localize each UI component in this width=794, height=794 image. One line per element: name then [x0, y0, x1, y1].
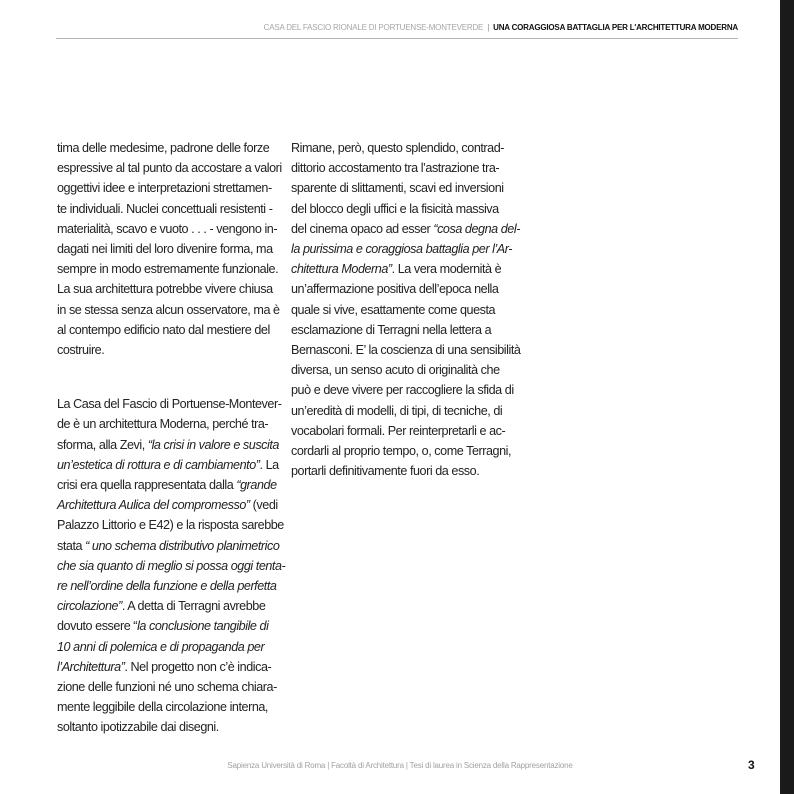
text-line [57, 616, 272, 636]
text-run: dittorio accostamento tra l’astrazione tra- [291, 161, 500, 176]
text-run: costruire. [57, 343, 105, 358]
text-run: zione delle funzioni né uno schema chiara- [57, 680, 277, 695]
text-line [57, 536, 280, 556]
italic-quote-run: “grande [236, 478, 277, 493]
text-run: . A detta di Terragni avrebbe [121, 599, 266, 614]
text-line [57, 279, 272, 299]
text-line [57, 435, 279, 455]
text-line [57, 414, 272, 434]
text-line [291, 300, 506, 320]
text-line [57, 455, 279, 475]
text-line [291, 199, 506, 219]
text-line [57, 239, 272, 259]
text-run: La Casa del Fascio di Portuense-Montever- [57, 397, 282, 412]
text-line [291, 320, 506, 340]
italic-quote-run: l’Architettura” [57, 659, 125, 674]
text-line [57, 320, 272, 340]
paragraph [291, 138, 521, 481]
text-run: materialità, scavo e vuoto . . . - vengono in- [57, 221, 278, 236]
text-run: cordarli al proprio tempo, o, come Terragni, [291, 444, 512, 459]
text-line [57, 259, 279, 279]
text-line [291, 279, 506, 299]
text-run: in se stessa senza alcun osservatore, ma è [57, 302, 280, 317]
text-line [291, 219, 520, 239]
italic-quote-run: re nell’ordine della funzione e della perfetta [57, 579, 277, 594]
text-line [57, 515, 284, 535]
text-run: te individuali. Nuclei concettuali resistenti - [57, 201, 273, 216]
text-line [291, 441, 512, 461]
italic-quote-run: che sia quanto di meglio si possa oggi tenta- [57, 558, 286, 573]
text-run: può e deve vivere per raccogliere la sfida di [291, 383, 514, 398]
text-run: portarli definitivamente fuori da esso. [291, 464, 480, 479]
italic-quote-run: chitettura Moderna” [291, 262, 392, 277]
text-run: La sua architettura potrebbe vivere chiusa [57, 282, 273, 297]
text-run: dovuto essere “ [57, 619, 138, 634]
italic-quote-run: circolazione” [57, 599, 122, 614]
text-run: . La [259, 457, 279, 472]
page-edge-bar [780, 0, 794, 794]
text-line [57, 657, 272, 677]
header-title: UNA CORAGGIOSA BATTAGLIA PER L'ARCHITETTURA MODERNA [493, 23, 738, 32]
text-run: de è un architettura Moderna, perché tra- [57, 417, 269, 432]
italic-quote-run: “cosa degna del- [433, 221, 520, 236]
text-line [57, 637, 272, 657]
text-run: espressive al tal punto da accostare a valori [57, 161, 282, 176]
text-line [291, 380, 514, 400]
text-line [57, 717, 272, 737]
text-run: del blocco degli uffici e la fisicità massiva [291, 201, 499, 216]
text-run: Bernasconi. E’ la coscienza di una sensibilità [291, 343, 521, 358]
text-line [291, 178, 506, 198]
text-line [57, 138, 272, 158]
text-line [291, 461, 506, 481]
text-run: Rimane, però, questo splendido, contrad- [291, 141, 505, 155]
text-column-right [291, 138, 521, 481]
text-line [57, 340, 272, 360]
text-line [57, 199, 272, 219]
text-run: esclamazione di Terragni nella lettera a [291, 322, 492, 337]
text-line [57, 556, 286, 576]
text-line [57, 219, 278, 239]
text-run: quale si vive, esattamente come questa [291, 302, 496, 317]
italic-quote-run: la purissima e coraggiosa battaglia per l’Ar- [291, 242, 513, 257]
text-run: dagati nei limiti del loro divenire forma, ma [57, 242, 273, 257]
text-run: . Nel progetto non c’è indica- [124, 659, 272, 674]
paragraph-gap [57, 360, 272, 394]
text-run: Palazzo Littorio e E42) e la risposta sarebbe [57, 518, 284, 533]
text-line [57, 495, 278, 515]
italic-quote-run: 10 anni di polemica e di propaganda per [57, 639, 265, 654]
text-line [291, 158, 506, 178]
text-run: un’affermazione positiva dell’epoca nella [291, 282, 499, 297]
italic-quote-run: “ uno schema distributivo planimetrico [85, 538, 280, 553]
text-run: un’eredità di modelli, di tipi, di tecniche, di [291, 403, 503, 418]
text-line [291, 239, 513, 259]
header-separator: | [487, 23, 490, 32]
paragraph [57, 394, 286, 737]
text-line [57, 677, 277, 697]
text-run: sforma, alla Zevi, [57, 437, 148, 452]
italic-quote-run: la conclusione tangibile di [137, 619, 269, 634]
page-footer: Sapienza Università di Roma | Facoltà di Architettura | Tesi di laurea in Scienza della Rappresentazione [227, 761, 573, 770]
text-line [57, 394, 282, 414]
text-line [291, 340, 521, 360]
text-line [57, 158, 282, 178]
text-line [291, 360, 506, 380]
paragraph [57, 138, 282, 360]
page-number: 3 [748, 758, 755, 772]
text-run: soltanto ipotizzabile dai disegni. [57, 720, 219, 735]
text-run: oggettivi idee e interpretazioni strettamen- [57, 181, 272, 196]
text-line [291, 421, 506, 441]
text-run: tima delle medesime, padrone delle forze [57, 141, 270, 155]
text-run: sempre in modo estremamente funzionale. [57, 262, 279, 277]
text-run: crisi era quella rappresentata dalla [57, 478, 237, 493]
italic-quote-run: un’estetica di rottura e di cambiamento” [57, 457, 260, 472]
text-line [291, 259, 506, 279]
text-run: mente leggibile della circolazione interna, [57, 700, 268, 715]
text-run: (vedi [249, 498, 278, 513]
running-header [56, 22, 738, 39]
text-run: al contempo edificio nato dal mestiere del [57, 322, 270, 337]
text-run: sparente di slittamenti, scavi ed inversioni [291, 181, 504, 196]
text-run: stata [57, 538, 86, 553]
text-line [57, 596, 272, 616]
header-subtitle: CASA DEL FASCIO RIONALE DI PORTUENSE-MONTEVERDE [263, 23, 484, 32]
text-column-left [57, 138, 286, 738]
text-run: del cinema opaco ad esser [291, 221, 434, 236]
text-run: vocabolari formali. Per reinterpretarli e ac- [291, 423, 506, 438]
italic-quote-run: Architettura Aulica del compromesso” [57, 498, 250, 513]
text-line [291, 401, 506, 421]
text-line [291, 138, 506, 158]
text-run: diversa, un senso acuto di originalità che [291, 363, 500, 378]
text-line [57, 576, 277, 596]
text-line [57, 475, 277, 495]
text-line [57, 178, 272, 198]
text-line [57, 300, 280, 320]
italic-quote-run: “la crisi in valore e suscita [147, 437, 279, 452]
text-line [57, 697, 272, 717]
text-run: . La vera modernità è [391, 262, 502, 277]
